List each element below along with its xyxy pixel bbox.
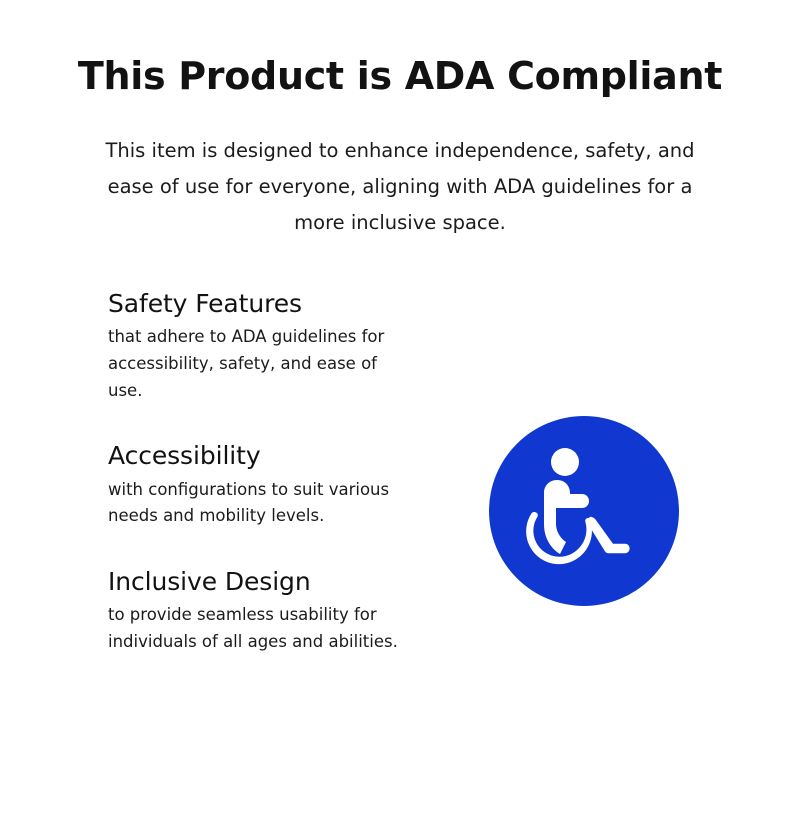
feature-title: Accessibility <box>108 441 261 471</box>
feature-item <box>108 440 408 530</box>
icon-background <box>489 416 679 606</box>
feature-title: Safety Features <box>108 289 302 318</box>
feature-description: to provide seamless usability for individuals of all ages and abilities. <box>108 605 398 652</box>
feature-list <box>108 288 408 656</box>
feature-description: that adhere to ADA guidelines for accessibility, safety, and ease of use. <box>108 327 385 400</box>
feature-title: Inclusive Design <box>108 567 311 597</box>
page-title: This Product is ADA Compliant <box>77 54 723 98</box>
wheelchair-accessibility-icon <box>489 416 679 606</box>
intro-paragraph: This item is designed to enhance independence, safety, and ease of use for everyone, aligning with ADA guidelines for a more inclusive space. <box>105 139 695 235</box>
feature-item <box>108 566 408 656</box>
feature-item <box>108 288 408 404</box>
feature-description: with configurations to suit various needs and mobility levels. <box>108 479 390 526</box>
